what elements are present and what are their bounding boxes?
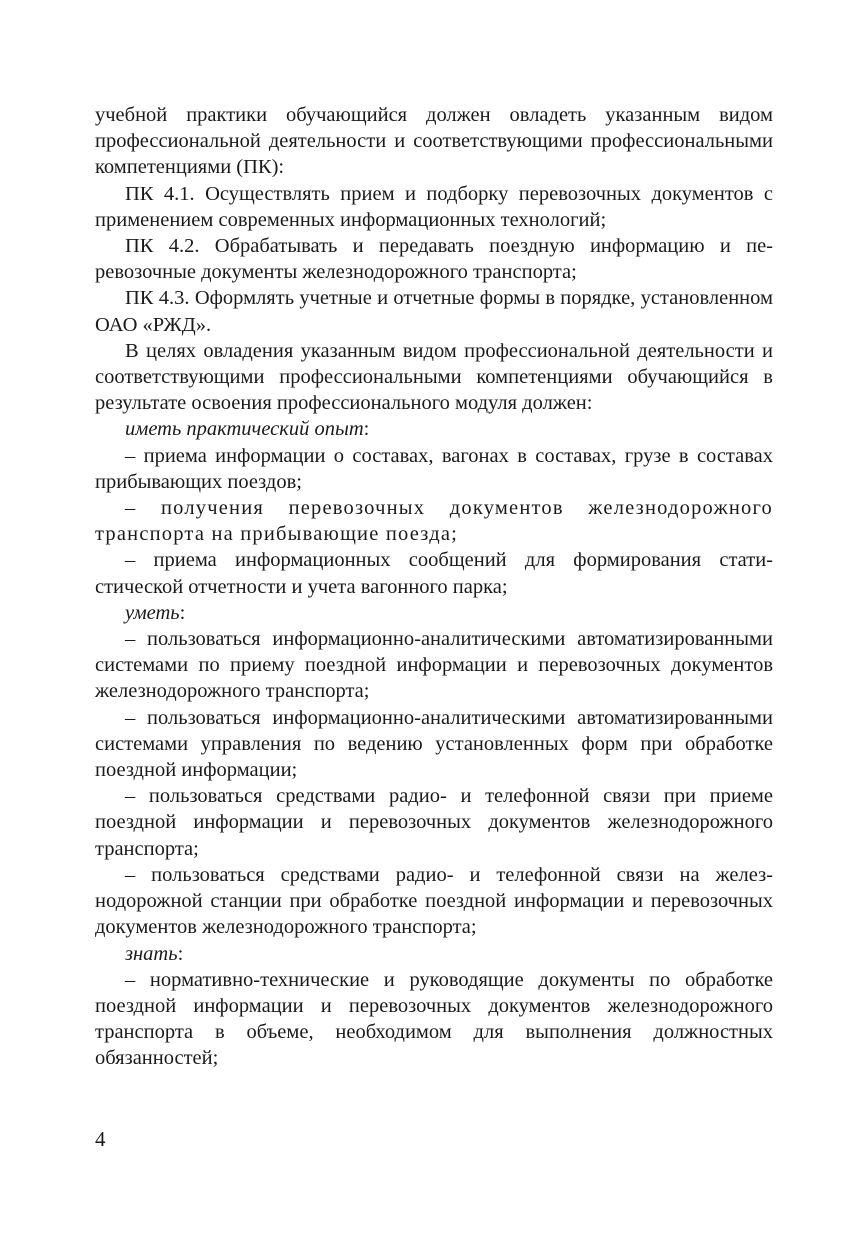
experience-item-2: – получения перевозочных документов железнодорожного транспорта на прибывающие поезда;	[95, 497, 773, 546]
skills-label: уметь	[125, 601, 180, 624]
experience-heading	[95, 416, 773, 442]
knowledge-label: знать	[125, 942, 178, 965]
page-number: 4	[95, 1127, 106, 1151]
knowledge-heading	[95, 941, 773, 967]
skills-item-4: – пользоваться средствами радио- и телефонной связи на железнодорожной станции при обработке поездной информации и перевозочных документов железнодорожного транспорта;	[95, 863, 773, 939]
skills-label-colon: :	[179, 601, 186, 624]
knowledge-item-1: – нормативно-технические и руководящие документы по обработке поездной информации и перевозочных документов железнодорожного транспорта в объеме, необходимом для выполнения должностных обязанностей;	[95, 968, 773, 1070]
experience-item-1: – приема информации о составах, вагонах в составах, грузе в составах прибывающих поездов;	[95, 444, 773, 493]
experience-item-3: – приема информационных сообщений для формирования статистической отчетности и учета вагонного парка;	[95, 549, 773, 598]
experience-label: иметь практический опыт	[125, 418, 364, 441]
skills-item-1: – пользоваться информационно-аналитическими автоматизированными системами по приему поездной информации и перевозочных документов железнодорожного транспорта;	[95, 628, 773, 703]
page-body	[95, 102, 773, 1072]
intro-paragraph: учебной практики обучающийся должен овладеть указанным видом профессиональной деятельности и соответствующими профессиональными компетенциями (ПК):	[95, 104, 773, 179]
skills-item-3: – пользоваться средствами радио- и телефонной связи при приеме поездной информации и перевозочных документов железнодорожного транспорта;	[95, 785, 773, 860]
experience-label-colon: :	[363, 418, 370, 441]
pk-4-1-paragraph: ПК 4.1. Осуществлять прием и подборку перевозочных документов с применением современных информационных технологий;	[95, 182, 773, 231]
pk-4-2-paragraph: ПК 4.2. Обрабатывать и передавать поездную информацию и перевозочные документы железнодорожного транспорта;	[95, 235, 773, 284]
knowledge-label-colon: :	[177, 942, 184, 965]
skills-heading	[95, 600, 773, 626]
skills-item-2: – пользоваться информационно-аналитическими автоматизированными системами управления по ведению установленных форм при обработке поездной информации;	[95, 706, 773, 782]
pk-4-3-paragraph: ПК 4.3. Оформлять учетные и отчетные формы в порядке, установленном ОАО «РЖД».	[95, 287, 773, 336]
goal-paragraph: В целях овладения указанным видом профессиональной деятельности и соответствующими профессиональными компетенциями обучающийся в результате освоения профессионального модуля должен:	[95, 339, 773, 415]
